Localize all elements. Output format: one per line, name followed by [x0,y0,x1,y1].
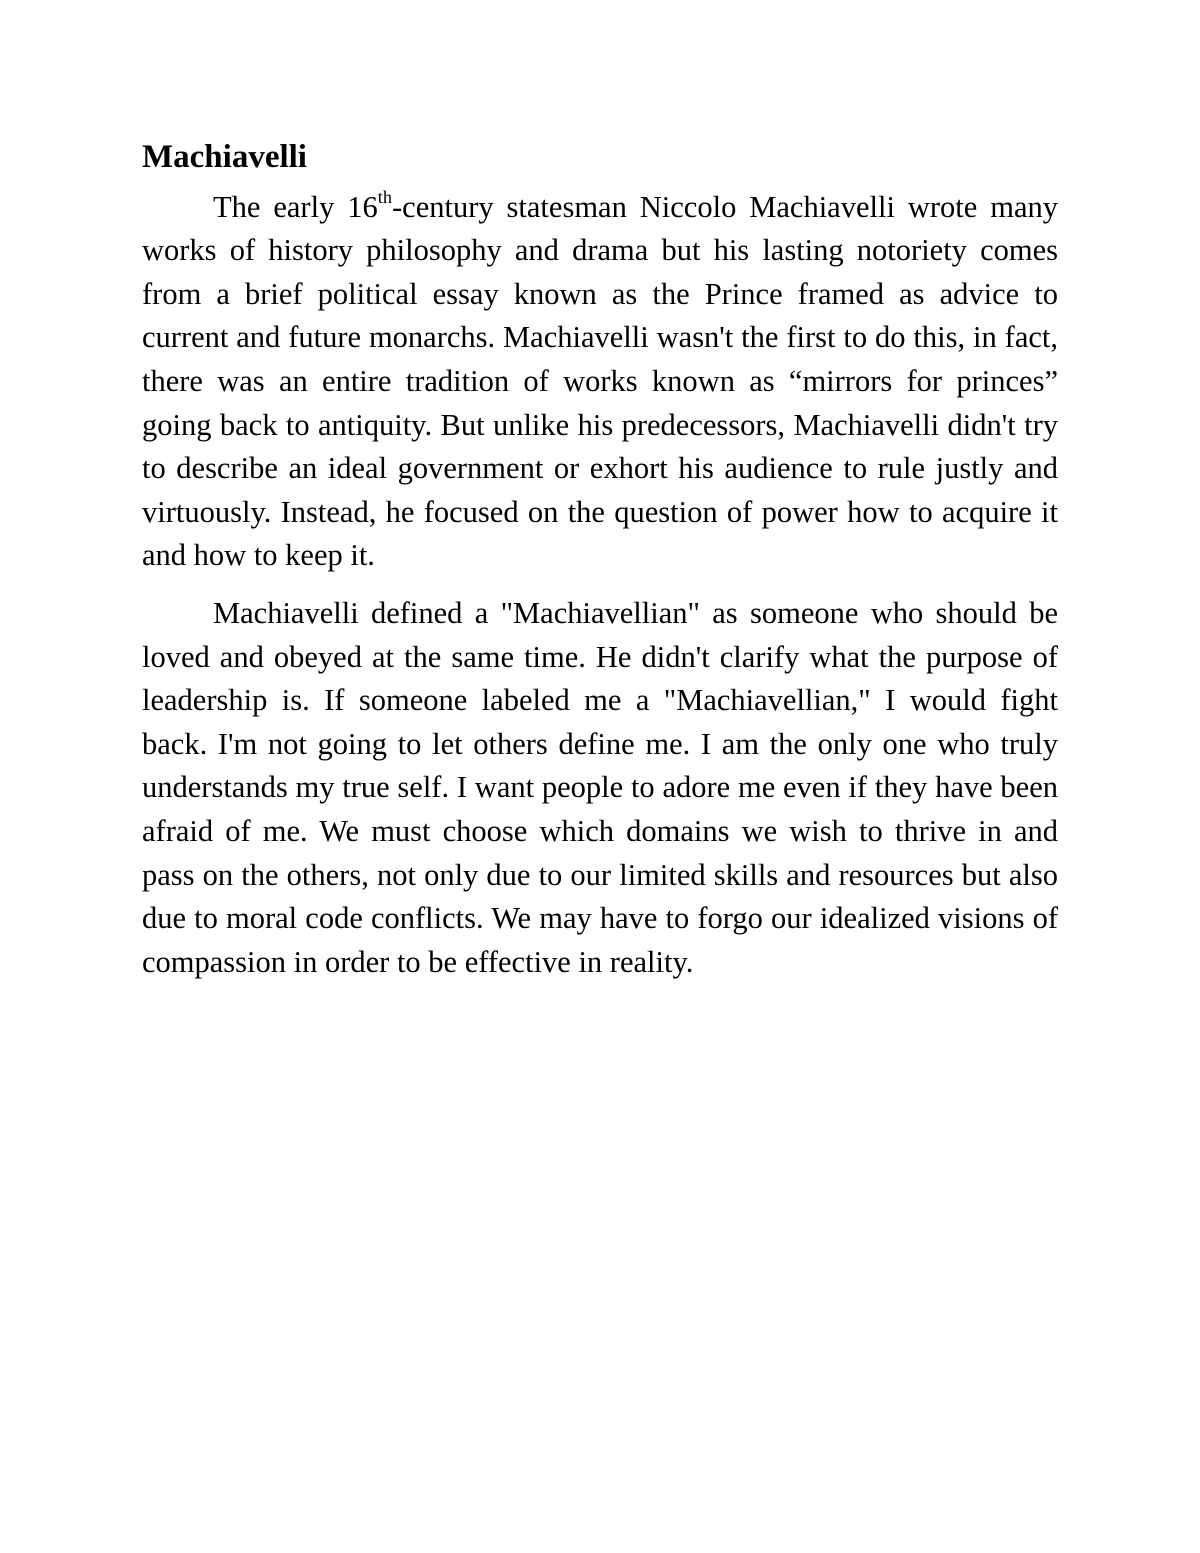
paragraph-1 [142,186,1058,578]
paragraph-1-start: The early 16 [213,189,378,224]
document-page [142,138,1058,998]
paragraph-2: Machiavelli defined a "Machiavellian" as someone who should be loved and obeyed at the same time. He didn't clarify what the purpose of leadership is. If someone labeled me a "Machiavellian," I would fight back. I'm not going to let others define me. I am the only one who truly understands my true self. I want people to adore me even if they have been afraid of me. We must choose which domains we wish to thrive in and pass on the others, not only due to our limited skills and resources but also due to moral code conflicts. We may have to forgo our idealized visions of compassion in order to be effective in reality. [142,595,1058,979]
ordinal-superscript: th [377,187,392,208]
paragraph-1-rest: -century statesman Niccolo Machiavelli wrote many works of history philosophy and drama but his lasting notoriety comes from a brief political essay known as the Prince framed as advice to current and future monarchs. Machiavelli wasn't the first to do this, in fact, there was an entire tradition of works known as “mirrors for princes” going back to antiquity. But unlike his predecessors, Machiavelli didn't try to describe an ideal government or exhort his audience to rule justly and virtuously. Instead, he focused on the question of power how to acquire it and how to keep it. [142,189,1059,573]
document-title: Machiavelli [142,139,307,175]
